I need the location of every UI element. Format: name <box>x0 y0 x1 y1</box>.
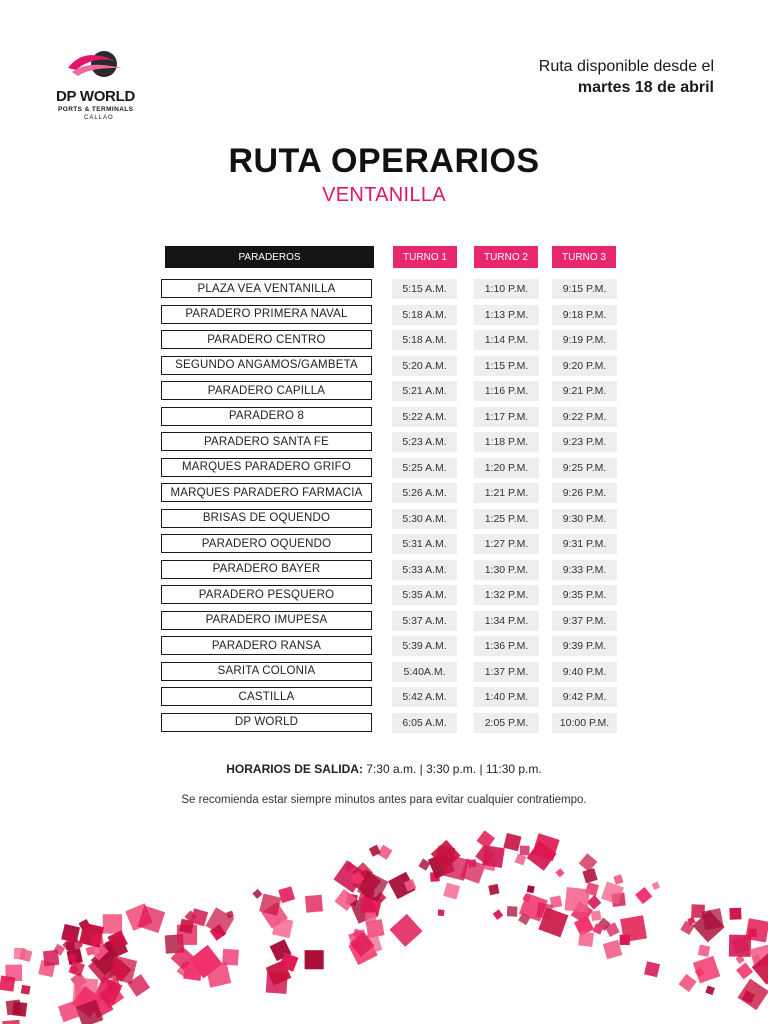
turno-1-time: 5:26 A.M. <box>392 483 457 503</box>
turno-2-time: 1:14 P.M. <box>474 330 539 350</box>
stop-name: PARADERO CENTRO <box>161 330 372 349</box>
turno-1-time: 5:18 A.M. <box>392 305 457 325</box>
table-row <box>0 635 768 657</box>
departure-values: 7:30 a.m. | 3:30 p.m. | 11:30 p.m. <box>366 762 542 776</box>
confetti-piece <box>103 914 122 933</box>
confetti-piece <box>579 853 598 872</box>
confetti-piece <box>705 985 715 995</box>
confetti-piece <box>578 931 594 947</box>
table-row <box>0 457 768 479</box>
table-row <box>0 508 768 530</box>
turno-3-time: 9:22 P.M. <box>552 407 617 427</box>
stop-name: SARITA COLONIA <box>161 662 372 681</box>
confetti-piece <box>493 909 504 920</box>
turno-2-time: 1:34 P.M. <box>474 611 539 631</box>
stop-name: CASTILLA <box>161 687 372 706</box>
confetti-piece <box>503 833 521 851</box>
turno-2-time: 1:25 P.M. <box>474 509 539 529</box>
turno-3-time: 9:23 P.M. <box>552 432 617 452</box>
confetti-piece <box>736 963 753 980</box>
stop-name: PARADERO IMUPESA <box>161 611 372 630</box>
table-row <box>0 584 768 606</box>
availability-line-1: Ruta disponible desde el <box>538 58 714 75</box>
page-title: RUTA OPERARIOS <box>228 142 540 180</box>
turno-1-time: 5:31 A.M. <box>392 534 457 554</box>
turno-3-time: 9:15 P.M. <box>552 279 617 299</box>
availability-notice <box>539 56 714 98</box>
confetti-piece <box>468 859 476 867</box>
stop-name: PARADERO BAYER <box>161 560 372 579</box>
turno-2-time: 1:21 P.M. <box>474 483 539 503</box>
confetti-decoration <box>0 830 768 1024</box>
turno-1-time: 5:39 A.M. <box>392 636 457 656</box>
turno-3-time: 9:19 P.M. <box>552 330 617 350</box>
header-turno-2: TURNO 2 <box>474 246 538 268</box>
logo-brand: DP WORLD <box>56 88 135 105</box>
recommendation-note: Se recomienda estar siempre minutos antes para evitar cualquier contratiempo. <box>181 794 587 806</box>
turno-3-time: 9:39 P.M. <box>552 636 617 656</box>
turno-1-time: 5:40A.M. <box>392 662 457 682</box>
stop-name: DP WORLD <box>161 713 372 732</box>
logo-city: CALLAO <box>84 115 114 121</box>
table-row <box>0 431 768 453</box>
logo-subtitle: PORTS & TERMINALS <box>58 106 134 113</box>
confetti-piece <box>389 914 422 947</box>
confetti-piece <box>536 903 553 920</box>
confetti-piece <box>527 885 535 893</box>
turno-1-time: 5:35 A.M. <box>392 585 457 605</box>
stop-name: MARQUES PARADERO GRIFO <box>161 458 372 477</box>
turno-1-time: 5:33 A.M. <box>392 560 457 580</box>
header-turno-3: TURNO 3 <box>552 246 616 268</box>
turno-3-time: 9:42 P.M. <box>552 687 617 707</box>
confetti-piece <box>679 974 697 992</box>
turno-2-time: 1:20 P.M. <box>474 458 539 478</box>
turno-2-time: 1:17 P.M. <box>474 407 539 427</box>
departure-times <box>0 762 768 776</box>
table-row <box>0 406 768 428</box>
confetti-piece <box>443 883 460 900</box>
turno-1-time: 5:30 A.M. <box>392 509 457 529</box>
turno-2-time: 1:18 P.M. <box>474 432 539 452</box>
turno-2-time: 1:10 P.M. <box>474 279 539 299</box>
table-row <box>0 610 768 632</box>
confetti-piece <box>582 868 597 883</box>
stop-name: PARADERO OQUENDO <box>161 534 372 553</box>
turno-2-time: 1:27 P.M. <box>474 534 539 554</box>
stop-name: PARADERO 8 <box>161 407 372 426</box>
turno-1-time: 5:23 A.M. <box>392 432 457 452</box>
turno-2-time: 1:36 P.M. <box>474 636 539 656</box>
turno-3-time: 9:30 P.M. <box>552 509 617 529</box>
confetti-piece <box>438 909 445 916</box>
turno-3-time: 9:26 P.M. <box>552 483 617 503</box>
table-row <box>0 355 768 377</box>
confetti-piece <box>591 910 602 921</box>
stop-name: PARADERO SANTA FE <box>161 432 372 451</box>
table-row <box>0 304 768 326</box>
confetti-piece <box>698 945 710 957</box>
table-row <box>0 329 768 351</box>
dp-world-logo-icon <box>66 46 126 86</box>
turno-2-time: 1:32 P.M. <box>474 585 539 605</box>
dp-world-logo <box>48 46 158 126</box>
confetti-piece <box>693 956 720 983</box>
stop-name: PARADERO PESQUERO <box>161 585 372 604</box>
turno-3-time: 10:00 P.M. <box>552 713 617 733</box>
confetti-piece <box>222 949 239 966</box>
turno-2-time: 1:13 P.M. <box>474 305 539 325</box>
turno-1-time: 5:20 A.M. <box>392 356 457 376</box>
turno-2-time: 2:05 P.M. <box>474 713 539 733</box>
table-row <box>0 482 768 504</box>
stop-name: PARADERO RANSA <box>161 636 372 655</box>
turno-1-time: 5:25 A.M. <box>392 458 457 478</box>
table-row <box>0 712 768 734</box>
turno-3-time: 9:31 P.M. <box>552 534 617 554</box>
turno-2-time: 1:15 P.M. <box>474 356 539 376</box>
confetti-piece <box>252 889 262 899</box>
turno-1-time: 5:18 A.M. <box>392 330 457 350</box>
confetti-piece <box>305 950 324 969</box>
header-stops: PARADEROS <box>165 246 374 268</box>
confetti-piece <box>603 940 623 960</box>
confetti-piece <box>555 868 564 877</box>
turno-1-time: 5:42 A.M. <box>392 687 457 707</box>
turno-3-time: 9:37 P.M. <box>552 611 617 631</box>
stop-name: MARQUES PARADERO FARMACIA <box>161 483 372 502</box>
confetti-piece <box>613 874 623 884</box>
turno-1-time: 5:22 A.M. <box>392 407 457 427</box>
confetti-piece <box>2 1020 21 1024</box>
stop-name: SEGUNDO ANGAMOS/GAMBETA <box>161 356 372 375</box>
confetti-piece <box>635 887 652 904</box>
turno-3-time: 9:18 P.M. <box>552 305 617 325</box>
turno-3-time: 9:20 P.M. <box>552 356 617 376</box>
departure-label: HORARIOS DE SALIDA: <box>226 762 363 776</box>
table-row <box>0 686 768 708</box>
confetti-piece <box>488 884 499 895</box>
confetti-piece <box>729 908 741 920</box>
stop-name: PLAZA VEA VENTANILLA <box>161 279 372 298</box>
turno-1-time: 5:21 A.M. <box>392 381 457 401</box>
turno-2-time: 1:40 P.M. <box>474 687 539 707</box>
confetti-piece <box>515 854 527 866</box>
confetti-piece <box>66 942 75 951</box>
table-row <box>0 559 768 581</box>
header-turno-1: TURNO 1 <box>393 246 457 268</box>
confetti-piece <box>644 961 660 977</box>
confetti-piece <box>652 881 661 890</box>
confetti-piece <box>520 846 530 856</box>
turno-3-time: 9:35 P.M. <box>552 585 617 605</box>
stop-name: PARADERO PRIMERA NAVAL <box>161 305 372 324</box>
turno-2-time: 1:30 P.M. <box>474 560 539 580</box>
table-row <box>0 533 768 555</box>
turno-2-time: 1:16 P.M. <box>474 381 539 401</box>
stop-name: BRISAS DE OQUENDO <box>161 509 372 528</box>
table-row <box>0 661 768 683</box>
availability-line-2: martes 18 de abril <box>577 79 714 96</box>
turno-1-time: 6:05 A.M. <box>392 713 457 733</box>
turno-3-time: 9:40 P.M. <box>552 662 617 682</box>
confetti-piece <box>0 975 15 991</box>
page-subtitle: VENTANILLA <box>322 184 446 206</box>
confetti-piece <box>21 985 31 995</box>
turno-2-time: 1:37 P.M. <box>474 662 539 682</box>
confetti-piece <box>620 915 647 942</box>
confetti-piece <box>366 919 385 938</box>
stop-name: PARADERO CAPILLA <box>161 381 372 400</box>
confetti-piece <box>305 895 323 913</box>
confetti-piece <box>12 1002 27 1017</box>
confetti-piece <box>507 906 518 917</box>
table-row <box>0 380 768 402</box>
turno-3-time: 9:25 P.M. <box>552 458 617 478</box>
turno-3-time: 9:33 P.M. <box>552 560 617 580</box>
confetti-piece <box>748 929 756 937</box>
confetti-piece <box>564 887 589 912</box>
confetti-piece <box>482 845 505 868</box>
turno-3-time: 9:21 P.M. <box>552 381 617 401</box>
turno-1-time: 5:37 A.M. <box>392 611 457 631</box>
turno-1-time: 5:15 A.M. <box>392 279 457 299</box>
table-row <box>0 278 768 300</box>
